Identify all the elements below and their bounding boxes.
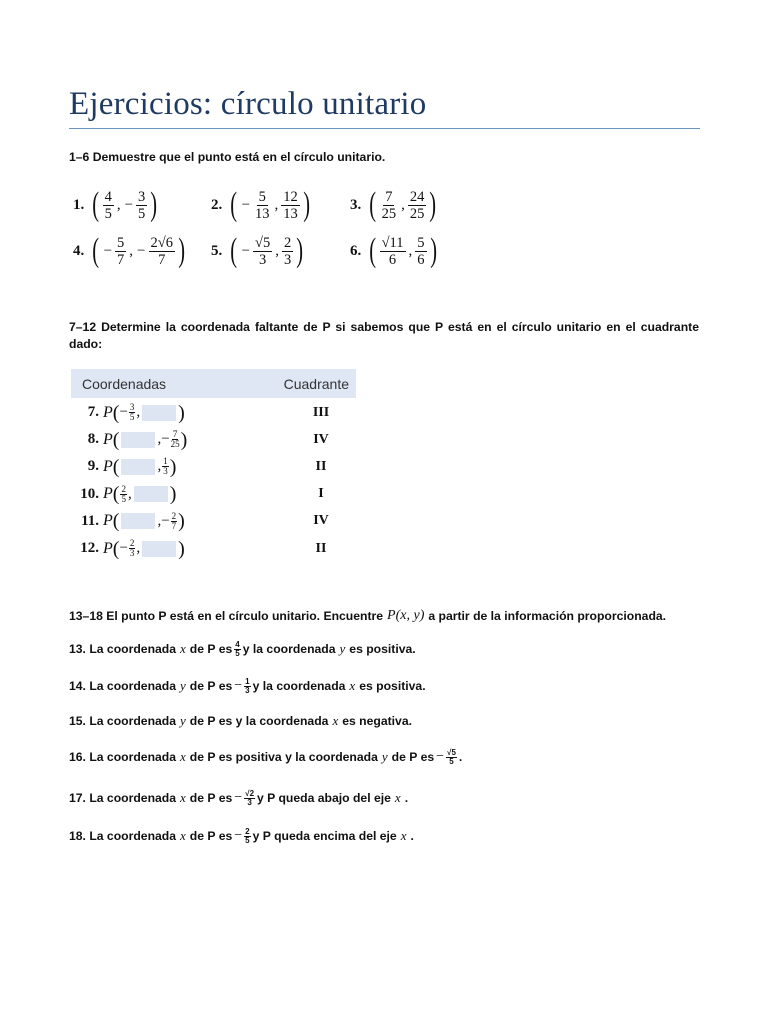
known-numerator: 2 [121, 483, 126, 494]
missing-coordinate-blank [134, 486, 168, 502]
p13-text-c: y la coordenada [242, 642, 336, 656]
section1-instruction: 1–6 Demuestre que el punto está en el círculo unitario. [69, 150, 386, 164]
left-paren: ( [112, 510, 120, 533]
x-fraction [253, 189, 272, 222]
comma: , [157, 458, 162, 475]
p18-text-b: de P es [189, 829, 233, 843]
p18-text-c: y P queda encima del eje [252, 829, 397, 843]
minus-sign: − [119, 404, 128, 421]
problem-16 [69, 748, 462, 766]
y-denominator: 13 [283, 205, 298, 222]
p16-fraction [446, 749, 457, 766]
comma: , [408, 242, 413, 259]
problem-3 [350, 185, 439, 225]
p16-frac-num: √5 [447, 747, 456, 757]
p14-text-a: 14. La coordenada [69, 679, 177, 693]
known-numerator: 2 [129, 538, 135, 549]
coordinates-table [71, 369, 356, 562]
title-underline [69, 128, 700, 129]
right-paren: ) [296, 232, 304, 269]
p16-var-2: y [381, 749, 388, 764]
problem-15 [69, 712, 412, 730]
problems-1-6-grid [73, 185, 453, 270]
problem-number: 6. [350, 242, 362, 259]
quadrant: II [315, 458, 327, 474]
left-paren: ( [112, 428, 120, 451]
problem-6 [350, 231, 439, 271]
p18-text-a: 18. La coordenada [69, 829, 177, 843]
problem-14 [69, 677, 426, 695]
x-numerator: √5 [255, 234, 271, 251]
problem-5 [211, 231, 306, 271]
right-paren: ) [178, 537, 185, 560]
y-denominator: 3 [284, 251, 292, 268]
known-fraction [171, 512, 178, 531]
p13-var-1: x [180, 641, 186, 656]
coordinate-cell [103, 539, 286, 559]
p16-text-a: 16. La coordenada [69, 750, 177, 764]
table-row [71, 508, 356, 535]
right-paren: ) [178, 510, 185, 533]
p14-fraction [244, 678, 250, 695]
problem-number: 3. [350, 196, 362, 213]
quadrant: I [318, 486, 324, 502]
known-fraction [129, 539, 136, 558]
y-numerator: 5 [417, 234, 425, 251]
table-header [71, 369, 356, 398]
p16-text-c: de P es [391, 750, 435, 764]
p14-minus: − [234, 678, 243, 693]
row-number: 12. [80, 540, 99, 557]
p13-text-b: de P es [189, 642, 233, 656]
right-paren: ) [429, 232, 437, 269]
p16-frac-den: 5 [449, 756, 454, 766]
table-body [71, 398, 356, 562]
comma: , [129, 242, 134, 259]
right-paren: ) [303, 186, 310, 223]
known-denominator: 5 [129, 412, 135, 423]
known-numerator: 7 [172, 429, 178, 440]
coordinate-cell [103, 484, 286, 504]
table-row [71, 399, 356, 426]
x-fraction [103, 189, 114, 222]
p17-frac-den: 3 [247, 797, 252, 807]
p16-minus: − [436, 749, 445, 764]
p17-text-b: de P es [189, 791, 233, 805]
section3-instruction-a: 13–18 El punto P está en el círculo unitario. Encuentre [69, 609, 384, 623]
p15-var-1: y [180, 713, 186, 728]
p17-minus: − [234, 790, 243, 805]
row-number: 11. [81, 512, 99, 529]
y-fraction [408, 189, 427, 222]
p16-var-1: x [180, 749, 186, 764]
quadrant: II [315, 540, 327, 556]
left-paren: ( [369, 186, 377, 223]
left-paren: ( [230, 186, 238, 223]
missing-coordinate-blank [142, 541, 176, 557]
p18-fraction [244, 828, 250, 845]
comma: , [157, 512, 162, 529]
left-paren: ( [112, 401, 120, 424]
page-title: Ejercicios: círculo unitario [69, 86, 427, 122]
missing-coordinate-blank [121, 513, 155, 529]
section3-instruction [69, 607, 666, 625]
point-label: P [103, 457, 113, 475]
problem-13 [69, 640, 416, 658]
p14-text-d: es positiva. [359, 679, 426, 693]
minus-sign: − [161, 431, 170, 448]
table-row [71, 453, 356, 480]
comma: , [127, 485, 132, 502]
x-fraction [115, 235, 126, 268]
p15-var-2: x [332, 713, 339, 728]
coordinate-cell [103, 430, 286, 450]
p18-frac-num: 2 [245, 826, 250, 836]
coordinate-cell [103, 457, 286, 477]
minus-sign: − [137, 242, 146, 259]
x-numerator: 5 [258, 188, 266, 205]
missing-coordinate-blank [142, 405, 176, 421]
problem-1 [73, 185, 160, 225]
x-denominator: 6 [388, 251, 397, 268]
minus-sign: − [124, 196, 134, 213]
point-notation: P(x, y) [387, 608, 425, 623]
p13-frac-num: 4 [235, 639, 240, 649]
known-fraction [171, 430, 180, 449]
problem-4 [73, 231, 187, 271]
quadrant: IV [313, 513, 329, 529]
problem-17 [69, 789, 408, 807]
right-paren: ) [429, 186, 437, 223]
x-denominator: 3 [259, 251, 267, 268]
y-denominator: 7 [158, 251, 166, 268]
y-denominator: 25 [409, 205, 425, 222]
problem-number: 5. [211, 242, 223, 259]
y-fraction [415, 235, 426, 268]
y-numerator: 24 [409, 188, 425, 205]
p14-text-c: y la coordenada [252, 679, 346, 693]
p14-frac-num: 1 [245, 676, 250, 686]
comma: , [401, 196, 405, 213]
y-fraction [281, 189, 300, 222]
p18-text-d: . [410, 829, 414, 843]
left-paren: ( [230, 232, 238, 269]
header-coordenadas: Coordenadas [82, 375, 167, 392]
point-label: P [103, 539, 113, 557]
p14-var-2: x [349, 678, 356, 693]
comma: , [136, 540, 141, 557]
row-number: 8. [87, 431, 99, 448]
y-denominator: 5 [138, 205, 146, 222]
y-denominator: 6 [417, 251, 425, 268]
right-paren: ) [169, 483, 177, 506]
table-row [71, 481, 356, 508]
missing-coordinate-blank [121, 459, 155, 475]
table-row [71, 535, 356, 562]
x-fraction [253, 235, 272, 268]
problem-18 [69, 827, 414, 845]
coordinate-cell [103, 511, 286, 531]
p18-frac-den: 5 [245, 835, 250, 845]
p14-var-1: y [180, 678, 186, 693]
quadrant: III [312, 404, 330, 420]
row-number: 10. [80, 485, 99, 502]
section2-instruction: 7–12 Determine la coordenada faltante de P si sabemos que P está en el círculo unitario en el cuadrante dado: [69, 320, 699, 351]
point-label: P [103, 512, 113, 530]
right-paren: ) [169, 455, 177, 478]
p13-frac-den: 5 [235, 648, 240, 658]
known-denominator: 3 [129, 548, 135, 559]
y-numerator: 2√6 [150, 234, 173, 251]
p15-text-b: de P es y la coordenada [189, 714, 329, 728]
x-numerator: 4 [104, 188, 112, 205]
comma: , [116, 196, 121, 213]
y-numerator: 12 [283, 188, 298, 205]
point-label: P [103, 403, 113, 421]
point-label: P [103, 430, 113, 448]
right-paren: ) [180, 428, 188, 451]
p17-text-c: y P queda abajo del eje [257, 791, 391, 805]
x-numerator: 7 [385, 188, 393, 205]
x-denominator: 25 [381, 205, 397, 222]
minus-sign: − [161, 512, 170, 529]
p15-text-a: 15. La coordenada [69, 714, 177, 728]
problem-number: 2. [211, 196, 223, 213]
p17-var-1: x [180, 790, 186, 805]
problem-2 [211, 185, 312, 225]
left-paren: ( [112, 537, 120, 560]
y-numerator: 3 [138, 188, 146, 205]
y-numerator: 2 [284, 234, 292, 251]
y-fraction [136, 189, 147, 222]
point-label: P [103, 485, 113, 503]
header-cuadrante: Cuadrante [283, 375, 349, 392]
p16-text-b: de P es positiva y la coordenada [189, 750, 378, 764]
p17-text-d: . [404, 791, 409, 805]
p15-text-d: es negativa. [342, 714, 412, 728]
p17-fraction [244, 790, 255, 807]
x-denominator: 13 [255, 205, 270, 222]
comma: , [275, 242, 280, 259]
x-denominator: 5 [104, 205, 112, 222]
table-row [71, 426, 356, 453]
p14-frac-den: 3 [245, 685, 250, 695]
p18-var-2: x [400, 828, 407, 843]
x-numerator: √11 [381, 234, 404, 251]
right-paren: ) [150, 186, 158, 223]
p18-var-1: x [180, 828, 186, 843]
known-denominator: 25 [170, 439, 180, 450]
p18-minus: − [234, 828, 243, 843]
left-paren: ( [369, 232, 377, 269]
p13-text-a: 13. La coordenada [69, 642, 177, 656]
minus-sign: − [241, 196, 251, 213]
comma: , [274, 196, 279, 213]
known-numerator: 2 [171, 510, 177, 521]
p17-frac-num: √2 [245, 788, 255, 798]
p17-text-a: 17. La coordenada [69, 791, 177, 805]
missing-coordinate-blank [121, 432, 155, 448]
row-number: 9. [87, 458, 99, 475]
coordinate-cell [103, 403, 286, 423]
x-denominator: 7 [117, 251, 125, 268]
x-fraction [380, 235, 406, 268]
x-fraction [380, 189, 399, 222]
comma: , [157, 431, 162, 448]
p13-var-2: y [339, 641, 346, 656]
problem-number: 1. [73, 196, 85, 213]
x-numerator: 5 [117, 234, 125, 251]
p17-var-2: x [394, 790, 401, 805]
row-number: 7. [87, 404, 99, 421]
left-paren: ( [112, 455, 120, 478]
problem-number: 4. [73, 242, 85, 259]
p13-text-d: es positiva. [349, 642, 416, 656]
p13-fraction [234, 641, 240, 658]
known-fraction [129, 403, 136, 422]
known-denominator: 3 [163, 466, 168, 477]
left-paren: ( [112, 483, 120, 506]
left-paren: ( [92, 186, 100, 223]
y-fraction [149, 235, 175, 268]
known-fraction [120, 485, 127, 504]
known-numerator: 1 [163, 456, 168, 467]
comma: , [136, 404, 141, 421]
quadrant: IV [313, 431, 329, 447]
section3-instruction-b: a partir de la información proporcionada. [428, 609, 667, 623]
right-paren: ) [178, 232, 186, 269]
known-fraction [162, 457, 169, 476]
known-denominator: 5 [121, 493, 126, 504]
known-denominator: 7 [171, 520, 177, 531]
minus-sign: − [119, 540, 128, 557]
left-paren: ( [92, 232, 100, 269]
minus-sign: − [241, 242, 251, 259]
y-fraction [282, 235, 293, 268]
p14-text-b: de P es [189, 679, 233, 693]
known-numerator: 3 [129, 402, 135, 413]
p16-text-d: . [458, 750, 463, 764]
minus-sign: − [103, 242, 113, 259]
right-paren: ) [178, 401, 185, 424]
